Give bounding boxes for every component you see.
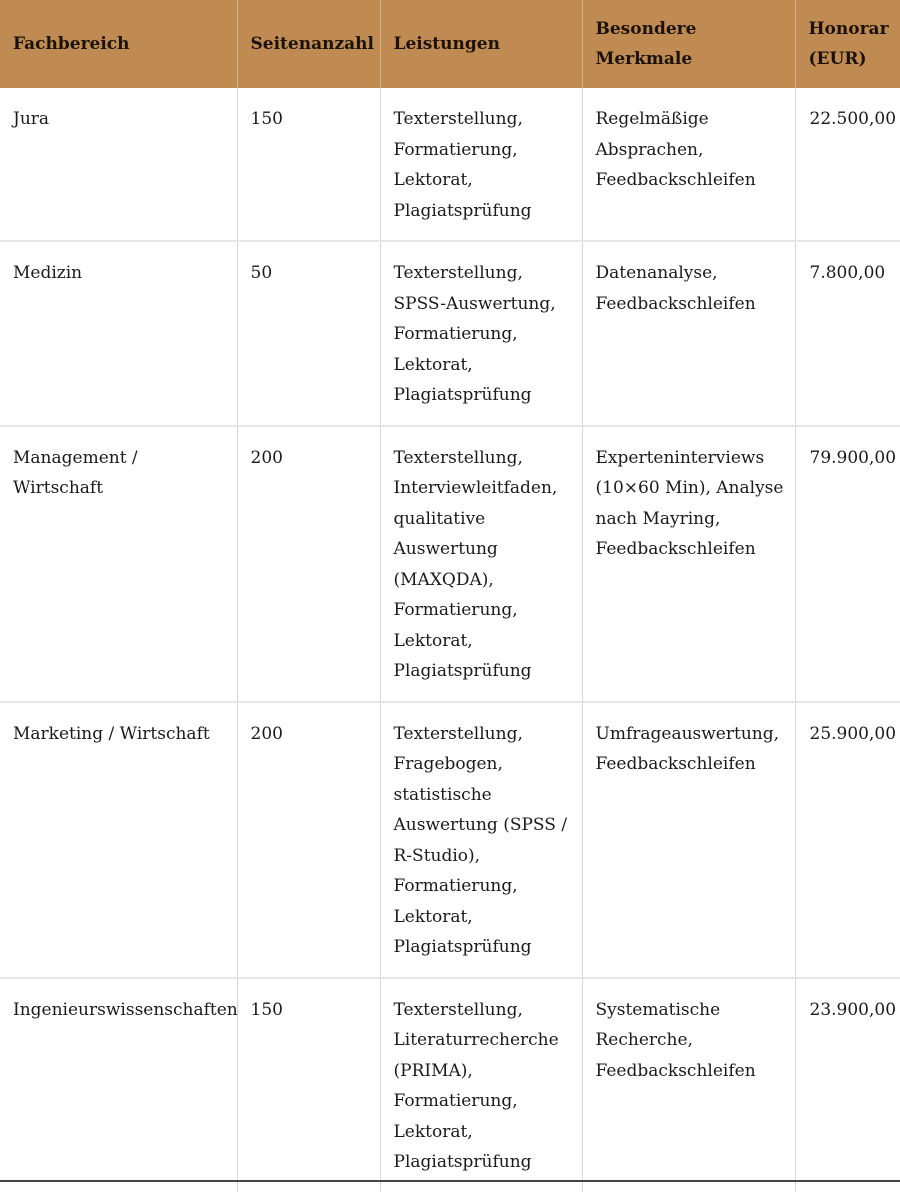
cell-leistungen-line: Texterstellung, [393, 999, 523, 1020]
header-merkmale [582, 0, 795, 88]
cell-leistungen-line: Plagiatsprüfung [393, 1152, 532, 1172]
cell-leistungen-line: Formatierung, [393, 600, 518, 620]
cell-leistungen-line: Plagiatsprüfung [393, 937, 532, 957]
cell-fachbereich: Jura [13, 109, 50, 129]
cell-fachbereich: Ingenieurswissenschaften [0, 978, 237, 1192]
cell-leistungen-line: Auswertung (SPSS / [393, 815, 568, 835]
cell-leistungen-line: Plagiatsprüfung [393, 385, 532, 405]
cell-leistungen-line: Lektorat, [393, 906, 473, 927]
cell-honorar: 7.800,00 [795, 241, 900, 426]
cell-leistungen-line: Interviewleitfaden, [393, 478, 558, 498]
cell-merkmale-line: Experteninterviews [595, 447, 765, 468]
table-row [0, 241, 900, 426]
cell-seitenanzahl: 50 [237, 241, 380, 426]
cell-leistungen-line: Lektorat, [393, 170, 473, 190]
cell-honorar: 79.900,00 [795, 426, 900, 702]
header-honorar [795, 0, 900, 88]
cell-honorar: 23.900,00 [795, 978, 900, 1192]
cell-leistungen-line: Texterstellung, [393, 263, 523, 283]
header-seitenanzahl: Seitenanzahl [237, 0, 380, 88]
cell-leistungen-line: Texterstellung, [393, 447, 523, 468]
cell-merkmale [582, 88, 795, 241]
cell-seitenanzahl: 200 [237, 426, 380, 702]
header-honorar-line2: (EUR) [808, 49, 867, 69]
cell-leistungen-line: Texterstellung, [393, 723, 523, 744]
cell-fachbereich: Management / Wirtschaft [0, 426, 237, 702]
cell-leistungen-line: R-Studio), [393, 845, 481, 866]
cell-merkmale-line: Regelmäßige [595, 109, 709, 129]
cell-merkmale-line: Recherche, [595, 1030, 693, 1050]
cell-leistungen [380, 978, 582, 1192]
cell-seitenanzahl: 200 [237, 702, 380, 978]
cell-leistungen [380, 702, 582, 978]
header-row [0, 0, 900, 88]
cell-merkmale-line: Absprachen, [595, 139, 704, 160]
header-fachbereich: Fachbereich [0, 0, 237, 88]
cell-leistungen-line: (PRIMA), [393, 1060, 473, 1081]
cell-leistungen-line: (MAXQDA), [393, 569, 494, 590]
cell-leistungen-line: Lektorat, [393, 630, 473, 651]
cell-leistungen-line: statistische [393, 784, 492, 805]
cell-leistungen-line: Formatierung, [393, 1091, 518, 1111]
cell-leistungen-line: Lektorat, [393, 1121, 473, 1142]
table-row [0, 426, 900, 702]
header-merkmale-line1: Besondere [595, 19, 697, 39]
cell-leistungen [380, 426, 582, 702]
cell-leistungen-line: Fragebogen, [393, 754, 503, 774]
cell-honorar: 22.500,00 [795, 88, 900, 241]
cell-merkmale-line: Datenanalyse, [595, 263, 718, 283]
cell-merkmale-line: Feedbackschleifen [595, 293, 756, 314]
cell-leistungen [380, 88, 582, 241]
cell-merkmale-line: Feedbackschleifen [595, 754, 756, 774]
table-body [0, 88, 900, 1192]
header-merkmale-line2: Merkmale [595, 49, 693, 69]
cell-merkmale-line: Feedbackschleifen [595, 1060, 756, 1081]
header-honorar-line1: Honorar [808, 19, 889, 39]
table-header [0, 0, 900, 88]
cell-merkmale-line: nach Mayring, [595, 508, 721, 529]
table-row [0, 978, 900, 1192]
cell-merkmale [582, 241, 795, 426]
cell-leistungen-line: Texterstellung, [393, 109, 523, 129]
cell-fachbereich: Medizin [0, 241, 237, 426]
cell-merkmale-line: Systematische [595, 999, 721, 1020]
cell-leistungen [380, 241, 582, 426]
cell-leistungen-line: Plagiatsprüfung [393, 661, 532, 681]
cell-seitenanzahl: 150 [237, 978, 380, 1192]
table-row [0, 88, 900, 241]
cell-merkmale-line: Umfrageauswertung, [595, 723, 780, 744]
table-row [0, 702, 900, 978]
cell-leistungen-line: qualitative [393, 508, 486, 529]
cell-merkmale [582, 426, 795, 702]
cell-seitenanzahl: 150 [237, 88, 380, 241]
cell-merkmale-line: Feedbackschleifen [595, 170, 756, 190]
cell-merkmale-line: (10×60 Min), Analyse [595, 478, 784, 498]
cell-leistungen-line: Auswertung [393, 539, 498, 559]
cell-leistungen-line: Formatierung, [393, 139, 518, 160]
cell-leistungen-line: Plagiatsprüfung [393, 200, 532, 221]
cell-leistungen-line: Lektorat, [393, 354, 473, 375]
cell-merkmale-line: Feedbackschleifen [595, 539, 756, 559]
header-leistungen: Leistungen [380, 0, 582, 88]
cell-leistungen-line: Formatierung, [393, 876, 518, 896]
cell-honorar: 25.900,00 [795, 702, 900, 978]
cell-merkmale [582, 978, 795, 1192]
cell-leistungen-line: SPSS-Auswertung, [393, 293, 556, 314]
cell-leistungen-line: Literaturrecherche [393, 1030, 559, 1050]
cell-merkmale [582, 702, 795, 978]
cell-leistungen-line: Formatierung, [393, 324, 518, 344]
cell-fachbereich: Marketing / Wirtschaft [0, 702, 237, 978]
